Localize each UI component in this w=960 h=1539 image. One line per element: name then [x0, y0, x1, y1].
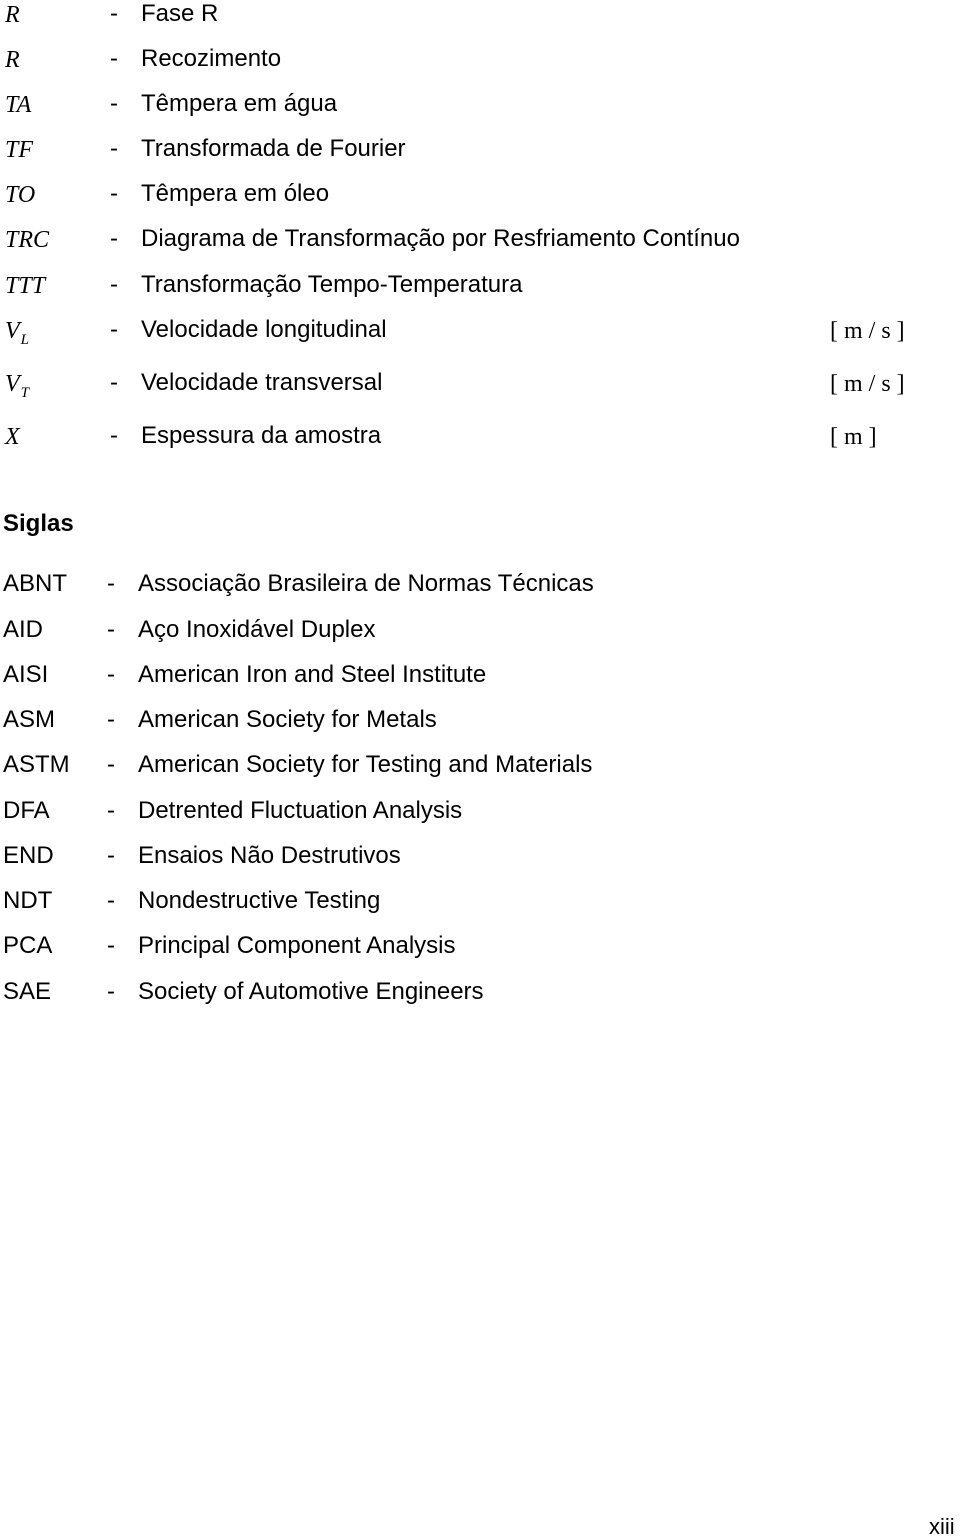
separator-dash: -: [107, 797, 115, 824]
symbol-name: TF: [5, 137, 34, 163]
symbol-row: [0, 422, 960, 462]
symbol-description: Recozimento: [141, 45, 282, 72]
separator-dash: -: [110, 316, 118, 343]
symbol-description: Velocidade longitudinal: [141, 316, 387, 343]
separator-dash: -: [110, 0, 118, 27]
acronym-description: American Iron and Steel Institute: [138, 661, 487, 688]
acronym-name: SAE: [3, 978, 52, 1005]
acronym-row: [0, 844, 960, 884]
separator-dash: -: [110, 90, 118, 117]
symbol-description: Fase R: [141, 0, 219, 27]
page-number: xiii: [929, 1514, 955, 1539]
symbol-description: Velocidade transversal: [141, 369, 383, 396]
acronym-name: ASM: [3, 706, 56, 733]
acronym-description: Ensaios Não Destrutivos: [138, 842, 401, 869]
acronym-row: [0, 618, 960, 658]
symbol-name: TO: [5, 182, 36, 208]
acronym-row: [0, 708, 960, 748]
symbol-name: TRC: [5, 227, 50, 253]
separator-dash: -: [107, 661, 115, 688]
symbol-description: Espessura da amostra: [141, 422, 382, 449]
separator-dash: -: [107, 751, 115, 778]
separator-dash: -: [110, 369, 118, 396]
symbol-row: [0, 180, 960, 220]
separator-dash: -: [107, 932, 115, 959]
separator-dash: -: [107, 570, 115, 597]
separator-dash: -: [107, 842, 115, 869]
symbol-name: $V_T$: [5, 371, 30, 401]
symbol-description: Diagrama de Transformação por Resfriamento Contínuo: [141, 225, 740, 252]
section-title-siglas: Siglas: [3, 510, 74, 537]
symbol-subscript: L: [20, 332, 30, 348]
separator-dash: -: [107, 978, 115, 1005]
symbol-name: $V_L$: [5, 318, 30, 348]
acronym-description: Society of Automotive Engineers: [138, 978, 484, 1005]
separator-dash: -: [110, 45, 118, 72]
separator-dash: -: [107, 706, 115, 733]
symbol-name: X: [5, 424, 20, 450]
acronym-name: AISI: [3, 661, 49, 688]
symbol-name: TA: [5, 92, 32, 118]
symbol-name: R: [5, 47, 20, 73]
acronym-name: DFA: [3, 797, 50, 824]
unit-label: [ m / s ]: [830, 318, 905, 344]
separator-dash: -: [107, 616, 115, 643]
unit-label: [ m ]: [830, 424, 877, 450]
acronym-row: [0, 572, 960, 612]
symbol-row: [0, 45, 960, 85]
acronym-row: [0, 753, 960, 793]
symbol-name: R: [5, 2, 20, 28]
symbol-row: [0, 316, 960, 356]
acronym-description: American Society for Testing and Materials: [138, 751, 593, 778]
acronym-description: Principal Component Analysis: [138, 932, 456, 959]
acronym-name: ASTM: [3, 751, 70, 778]
separator-dash: -: [110, 271, 118, 298]
symbol-subscript: T: [20, 385, 30, 401]
acronym-row: [0, 799, 960, 839]
symbol-description: Têmpera em água: [141, 90, 338, 117]
separator-dash: -: [110, 422, 118, 449]
acronym-name: PCA: [3, 932, 53, 959]
symbol-row: [0, 369, 960, 409]
symbol-row: [0, 0, 960, 40]
acronym-name: ABNT: [3, 570, 68, 597]
acronym-description: Associação Brasileira de Normas Técnicas: [138, 570, 594, 597]
acronym-row: [0, 889, 960, 929]
symbol-description: Têmpera em óleo: [141, 180, 330, 207]
acronym-description: Detrented Fluctuation Analysis: [138, 797, 463, 824]
symbol-row: [0, 225, 960, 265]
acronym-name: AID: [3, 616, 44, 643]
separator-dash: -: [110, 135, 118, 162]
symbol-row: [0, 90, 960, 130]
symbol-description: Transformada de Fourier: [141, 135, 406, 162]
acronym-description: Aço Inoxidável Duplex: [138, 616, 376, 643]
acronym-name: END: [3, 842, 54, 869]
symbol-name: TTT: [5, 273, 46, 299]
separator-dash: -: [110, 180, 118, 207]
acronym-description: American Society for Metals: [138, 706, 437, 733]
symbol-row: [0, 135, 960, 175]
acronym-description: Nondestructive Testing: [138, 887, 381, 914]
acronym-row: [0, 663, 960, 703]
acronym-row: [0, 980, 960, 1020]
acronym-name: NDT: [3, 887, 53, 914]
symbol-description: Transformação Tempo-Temperatura: [141, 271, 523, 298]
separator-dash: -: [107, 887, 115, 914]
separator-dash: -: [110, 225, 118, 252]
unit-label: [ m / s ]: [830, 371, 905, 397]
acronym-row: [0, 934, 960, 974]
symbol-row: [0, 271, 960, 311]
